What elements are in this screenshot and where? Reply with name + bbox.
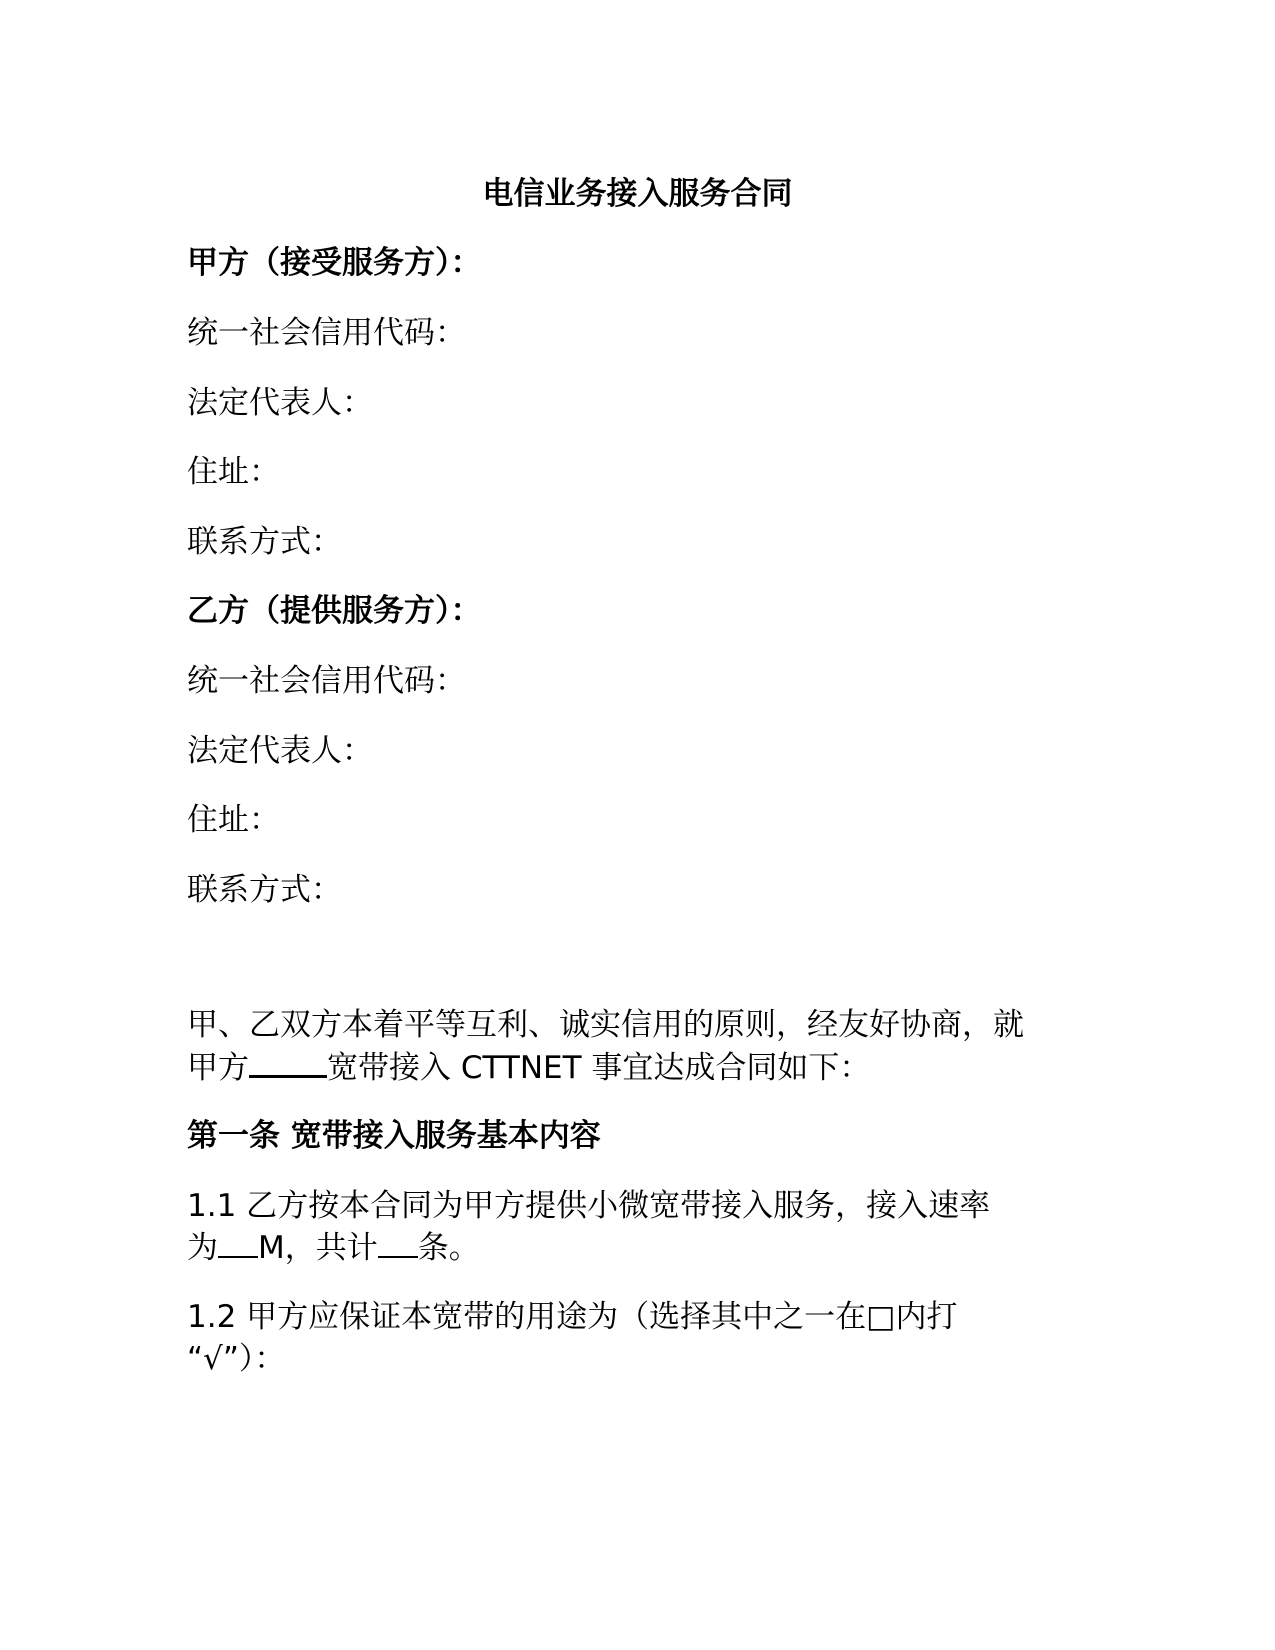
clause-1-2-line-2: “√”）：: [187, 1341, 286, 1377]
clause-1-1-line-1: 1.1 乙方按本合同为甲方提供小微宽带接入服务，接入速率: [187, 1188, 991, 1224]
party-b-heading: 乙方（提供服务方）：: [187, 593, 482, 629]
party-b-legal-rep-label: 法定代表人：: [187, 733, 373, 769]
party-a-contact-label: 联系方式：: [187, 524, 342, 560]
party-b-credit-code-label: 统一社会信用代码：: [187, 663, 466, 699]
clause-1-2-line-1: 1.2 甲方应保证本宽带的用途为（选择其中之一在□内打: [187, 1299, 958, 1335]
line-count-blank: [378, 1226, 418, 1258]
party-a-legal-rep-label: 法定代表人：: [187, 385, 373, 421]
preamble-prefix: 甲方: [187, 1050, 249, 1086]
speed-blank: [218, 1226, 258, 1258]
party-a-address-label: 住址：: [187, 454, 280, 490]
preamble-line-1: 甲、乙双方本着平等互利、诚实信用的原则，经友好协商，就: [187, 1007, 1024, 1043]
clause-1-1-part-a: 为: [187, 1230, 218, 1266]
preamble-suffix: 宽带接入 CTTNET 事宜达成合同如下：: [327, 1050, 871, 1086]
party-a-credit-code-label: 统一社会信用代码：: [187, 315, 466, 351]
preamble-line-2: [187, 1045, 870, 1090]
service-name-blank: [249, 1045, 327, 1078]
party-b-contact-label: 联系方式：: [187, 872, 342, 908]
document-title: 电信业务接入服务合同: [482, 176, 793, 212]
clause-1-1-line-2: [187, 1226, 480, 1270]
party-b-address-label: 住址：: [187, 802, 280, 838]
article-1-heading: 第一条 宽带接入服务基本内容: [187, 1118, 601, 1154]
clause-1-1-part-c: 条。: [417, 1230, 480, 1266]
clause-1-1-part-b: M，共计: [258, 1230, 378, 1266]
party-a-heading: 甲方（接受服务方）：: [187, 245, 482, 281]
